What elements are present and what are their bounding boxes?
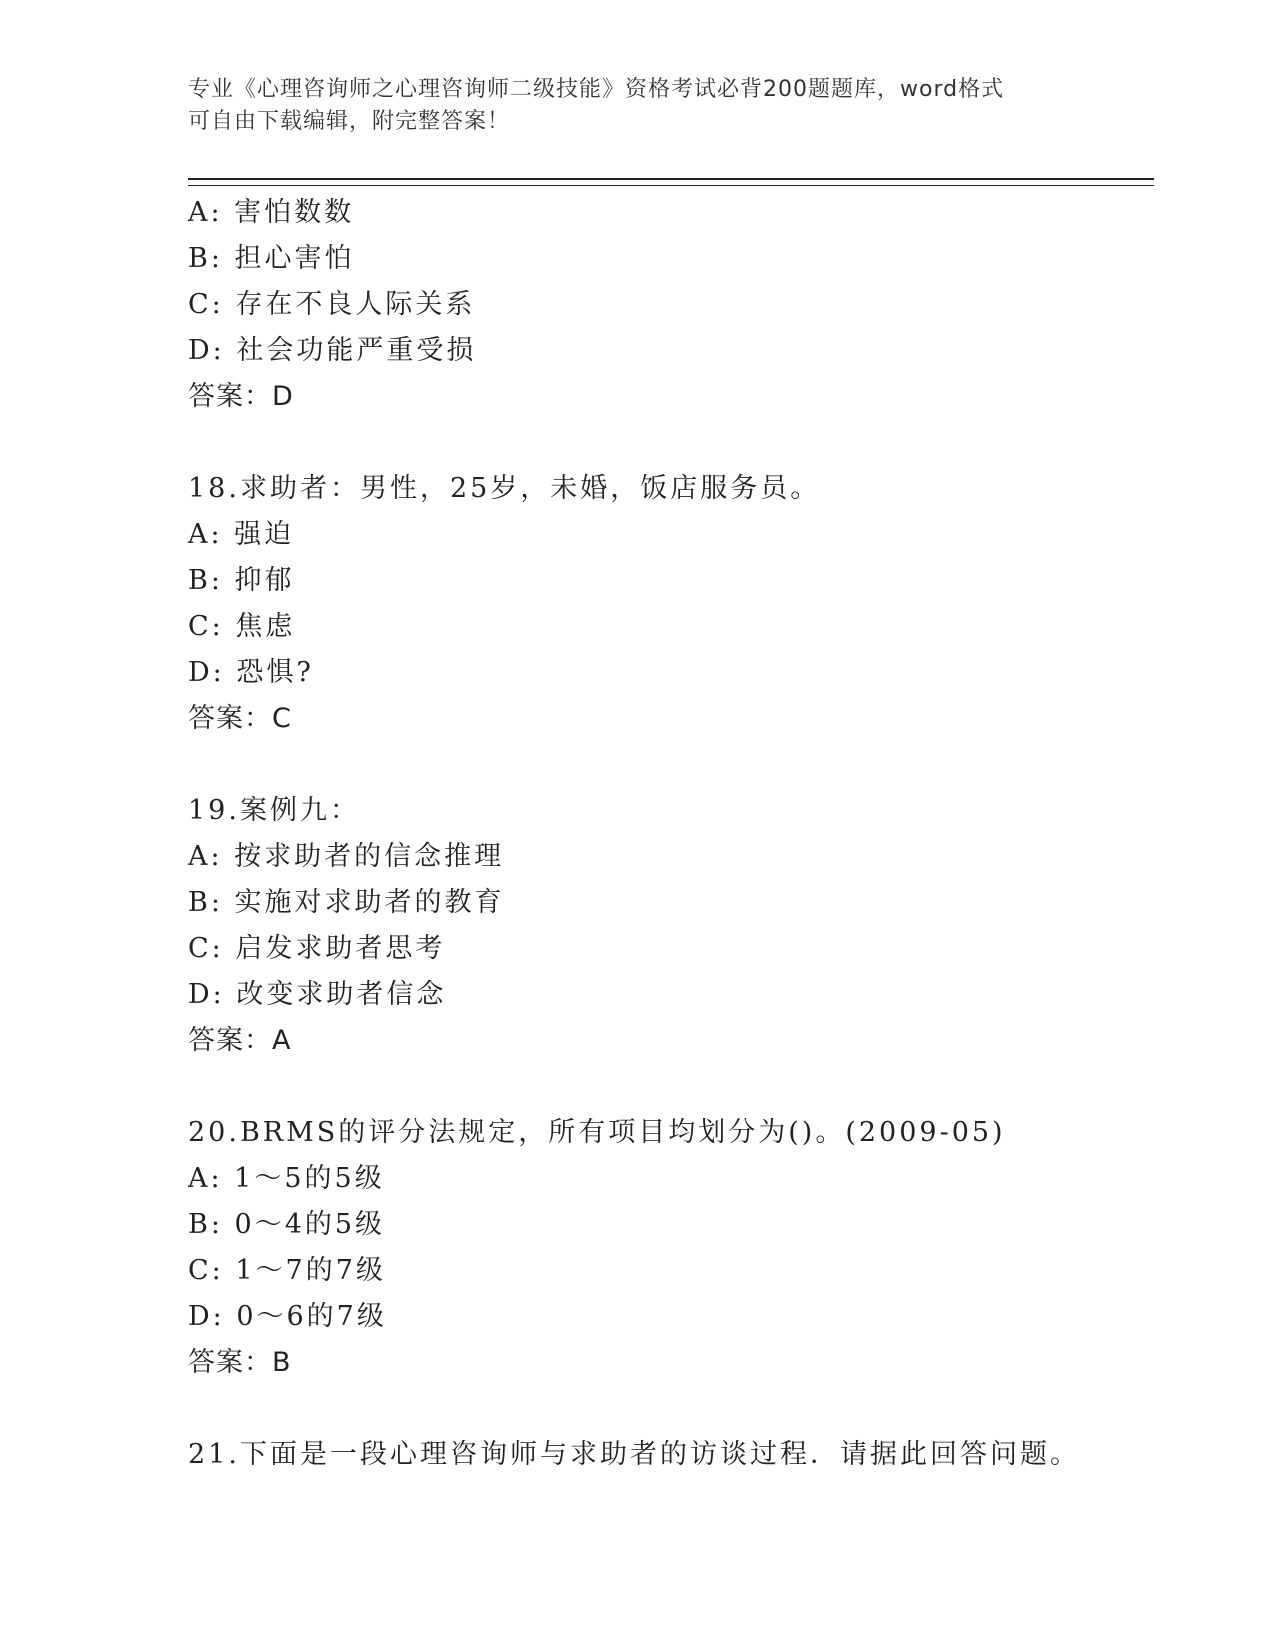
header-divider (188, 178, 1154, 186)
option-b: B: 实施对求助者的教育 (188, 887, 505, 918)
answer-line: 答案：D (188, 381, 294, 412)
option-a: A: 害怕数数 (188, 197, 355, 228)
option-a: A: 强迫 (188, 519, 295, 550)
answer-line: 答案：A (188, 1025, 292, 1056)
option-d: D: 社会功能严重受损 (188, 335, 477, 366)
header-title-line-2: 可自由下载编辑，附完整答案！ (188, 109, 511, 134)
option-d: D: 改变求助者信念 (188, 979, 447, 1010)
question-block-21 (188, 1432, 1154, 1478)
option-b: B: 0～4的5级 (188, 1209, 386, 1240)
question-stem: 21.下面是一段心理咨询师与求助者的访谈过程．请据此回答问题。 (188, 1439, 1080, 1470)
spacer (188, 1386, 1154, 1432)
question-block-20 (188, 1110, 1154, 1386)
question-stem: 18.求助者：男性，25岁，未婚，饭店服务员。 (188, 473, 821, 504)
document-header (188, 74, 1088, 138)
answer-line: 答案：C (188, 703, 292, 734)
option-c: C: 启发求助者思考 (188, 933, 446, 964)
option-c: C: 存在不良人际关系 (188, 289, 476, 320)
option-a: A: 1～5的5级 (188, 1163, 385, 1194)
question-block-17 (188, 190, 1154, 420)
spacer (188, 420, 1154, 466)
answer-line: 答案：B (188, 1347, 292, 1378)
question-stem: 20.BRMS的评分法规定，所有项目均划分为()。(2009-05) (188, 1117, 1006, 1148)
option-d: D: 恐惧? (188, 657, 314, 688)
option-a: A: 按求助者的信念推理 (188, 841, 505, 872)
option-b: B: 担心害怕 (188, 243, 355, 274)
option-c: C: 1～7的7级 (188, 1255, 386, 1286)
question-stem: 19.案例九： (188, 795, 360, 826)
option-c: C: 焦虑 (188, 611, 296, 642)
option-d: D: 0～6的7级 (188, 1301, 387, 1332)
option-b: B: 抑郁 (188, 565, 295, 596)
question-block-19 (188, 788, 1154, 1064)
spacer (188, 742, 1154, 788)
question-block-18 (188, 466, 1154, 742)
header-title-line-1: 专业《心理咨询师之心理咨询师二级技能》资格考试必背200题题库，word格式 (188, 77, 1005, 102)
spacer (188, 1064, 1154, 1110)
question-list (188, 190, 1154, 1478)
